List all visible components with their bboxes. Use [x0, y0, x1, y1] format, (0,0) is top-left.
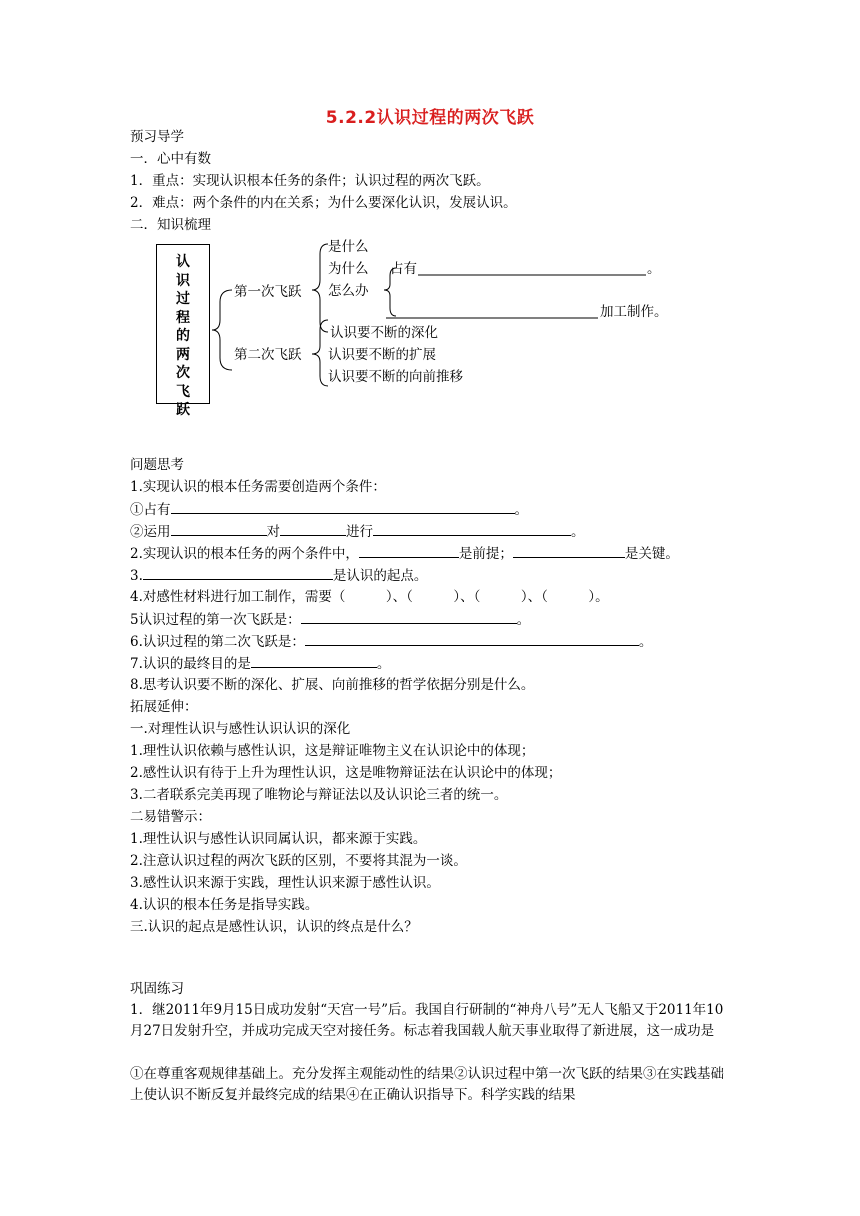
how-label: 怎么办 [328, 283, 369, 299]
question-2-prefix: 2.实现认识的根本任务的两个条件中， [130, 546, 359, 562]
possess-period: 。 [647, 261, 661, 277]
warning-item: 1.理性认识与感性认识同属认识，都来源于实践。 [130, 831, 427, 847]
question-1b-mid: 对 [266, 524, 280, 540]
answer-blank[interactable] [301, 610, 517, 624]
section-heading: 三.认识的起点是感性认识，认识的终点是什么？ [130, 919, 418, 935]
warning-item: 2.注意认识过程的两次飞跃的区别，不要将其混为一谈。 [130, 853, 467, 869]
question-1a-suffix: 。 [514, 502, 528, 518]
answer-blank[interactable] [513, 544, 625, 558]
expand-label: 认识要不断的扩展 [328, 347, 436, 363]
box-char: 次 [176, 365, 190, 381]
box-char: 识 [176, 272, 190, 289]
answer-blank[interactable] [359, 544, 459, 558]
question-2-mid: 是前提； [458, 546, 513, 562]
question-1: 1.实现认识的根本任务需要创造两个条件： [130, 479, 386, 495]
question-7-suffix: 。 [376, 656, 391, 672]
question-5-prefix: 5认识过程的第一次飞跃是： [130, 612, 301, 628]
section-heading: 二易错警示： [130, 809, 211, 825]
section-heading: 一.对理性认识与感性认识认识的深化 [130, 721, 351, 737]
box-char: 认 [176, 254, 190, 270]
question-8: 8.思考认识要不断的深化、扩展、向前推移的哲学依据分别是什么。 [130, 677, 535, 693]
box-char: 飞 [176, 383, 190, 400]
knowledge-diagram [150, 238, 710, 418]
answer-blank[interactable] [171, 522, 267, 536]
question-3-suffix: 是认识的起点。 [332, 568, 428, 584]
question-1b-mid2: 进行 [346, 524, 373, 540]
question-5 [130, 610, 530, 629]
deepen-label: 认识要不断的深化 [330, 325, 438, 341]
extension-item: 2.感性认识有待于上升为理性认识，这是唯物辩证法在认识论中的体现； [130, 765, 562, 781]
extension-item: 3.二者联系完美再现了唯物论与辩证法以及认识论三者的统一。 [130, 787, 508, 803]
question-5-suffix: 。 [516, 612, 531, 628]
answer-blank[interactable] [171, 500, 515, 514]
question-1a [130, 500, 528, 519]
answer-blank[interactable] [305, 632, 639, 646]
question-3 [130, 566, 427, 585]
practice-question: 1．继2011年9月15日成功发射“天宫一号”后。我国自行研制的“神舟八号”无人飞船又于2011年10月27日发射升空，并成功完成天空对接任务。标志着我国载人航天事业取得了新进展，这一成功是 [130, 1002, 724, 1039]
question-6-suffix: 。 [638, 634, 653, 650]
what-label: 是什么 [328, 239, 369, 255]
practice-options: ①在尊重客观规律基础上。充分发挥主观能动性的结果②认识过程中第一次飞跃的结果③在实践基础上使认识不断反复并最终完成的结果④在正确认识指导下。科学实践的结果 [130, 1066, 724, 1103]
question-7-prefix: 7.认识的最终目的是 [130, 656, 251, 672]
extension-heading: 拓展延伸： [130, 699, 198, 715]
box-char: 过 [176, 291, 190, 307]
second-leap-label: 第二次飞跃 [234, 347, 302, 363]
section-heading: 二．知识梳理 [130, 217, 211, 233]
key-point: 1．重点：实现认识根本任务的条件；认识过程的两次飞跃。 [130, 173, 490, 189]
question-7 [130, 654, 390, 673]
question-2-suffix: 是关键。 [624, 546, 679, 562]
box-char: 两 [176, 346, 190, 363]
answer-blank[interactable] [143, 566, 333, 580]
answer-blank[interactable] [373, 522, 571, 536]
warning-item: 3.感性认识来源于实践，理性认识来源于感性认识。 [130, 875, 440, 891]
question-1b-prefix: ②运用 [130, 524, 171, 540]
questions-heading: 问题思考 [130, 457, 184, 473]
question-1b [130, 522, 585, 541]
section-heading: 一．心中有数 [130, 151, 211, 167]
question-6-prefix: 6.认识过程的第二次飞跃是： [130, 634, 305, 650]
extension-item: 1.理性认识依赖与感性认识，这是辩证唯物主义在认识论中的体现； [130, 743, 535, 759]
question-6 [130, 632, 652, 651]
box-char: 跃 [176, 402, 190, 418]
possess-label: 占有 [390, 261, 417, 277]
practice-heading: 巩固练习 [130, 981, 184, 997]
difficult-point: 2．难点：两个条件的内在关系；为什么要深化认识，发展认识。 [130, 195, 517, 211]
question-4: 4.对感性材料进行加工制作，需要（ ）、（ ）、（ ）、（ ）。 [130, 589, 609, 605]
first-leap-label: 第一次飞跃 [234, 284, 302, 300]
answer-blank[interactable] [280, 522, 346, 536]
question-3-prefix: 3. [130, 568, 143, 584]
why-label: 为什么 [328, 261, 369, 277]
answer-blank[interactable] [251, 654, 377, 668]
box-char: 的 [176, 328, 190, 344]
question-1b-suffix: 。 [571, 524, 585, 540]
box-char: 程 [176, 309, 190, 326]
preview-heading: 预习导学 [130, 129, 184, 145]
page-title: 5.2.2认识过程的两次飞跃 [325, 108, 535, 128]
question-2 [130, 544, 679, 563]
advance-label: 认识要不断的向前推移 [328, 369, 463, 385]
process-label: 加工制作。 [600, 304, 668, 320]
warning-item: 4.认识的根本任务是指导实践。 [130, 897, 319, 913]
question-1a-prefix: ①占有 [130, 502, 171, 518]
